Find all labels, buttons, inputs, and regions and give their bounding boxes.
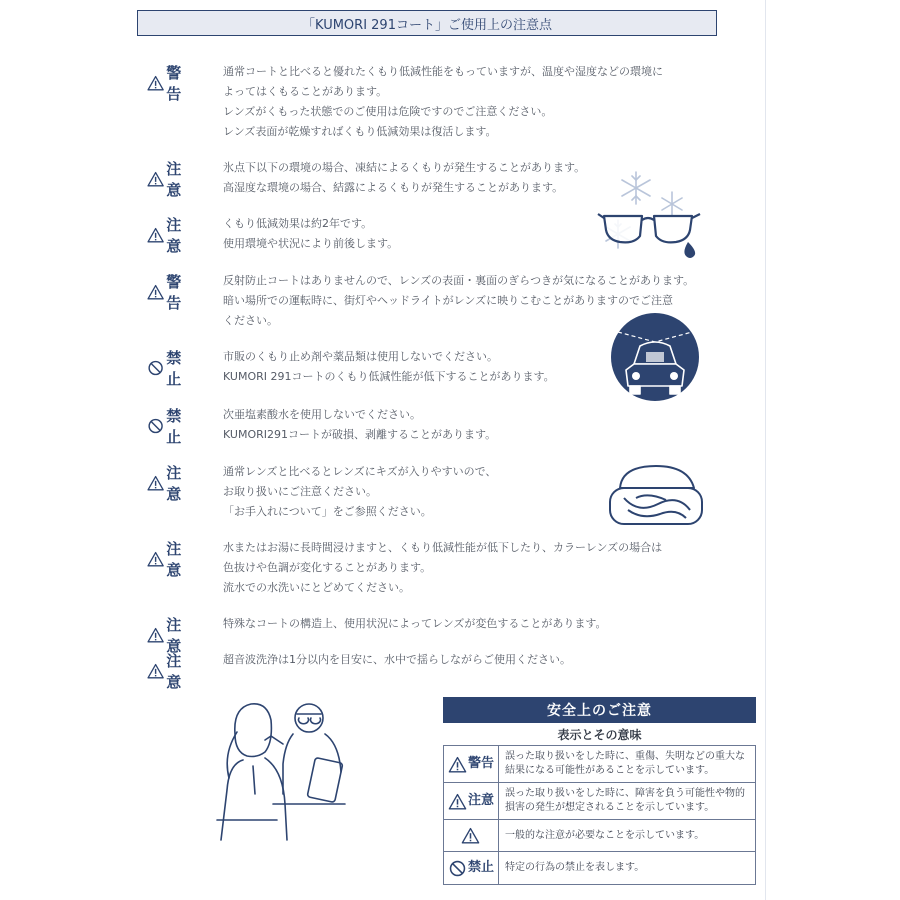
legend-row-warning (444, 746, 756, 783)
notice-line: お取り扱いにご注意ください。 (223, 485, 377, 498)
legend-description: 損害の発生が想定されることを示しています。 (505, 802, 715, 813)
notice-line: 通常コートと比べると優れたくもり低減性能をもっていますが、温度や湿度などの環境に (223, 65, 663, 78)
warning-triangle-icon (147, 281, 164, 303)
notice-line: 「お手入れについて」をご参照ください。 (223, 505, 432, 518)
legend-description: 一般的な注意が必要なことを示しています。 (505, 829, 705, 841)
optician-fitting-illustration (213, 694, 353, 844)
notice-line: くもり低減効果は約2年です。 (223, 217, 373, 230)
notice-line: 使用環境や状況により前後します。 (223, 237, 399, 250)
page-title: 「KUMORI 291コート」ご使用上の注意点 (137, 10, 717, 36)
notice-label: 禁止 (166, 407, 182, 446)
legend-row-caution (444, 783, 756, 820)
safety-legend-table (443, 745, 756, 885)
notice-line: 超音波洗浄は1分以内を目安に、水中で揺らしながらご使用ください。 (223, 653, 571, 666)
notice-badge (147, 158, 189, 200)
warning-triangle-icon (147, 548, 164, 570)
notice-badge (147, 462, 189, 504)
page-divider (765, 0, 766, 900)
notice-line: KUMORI291コートが破損、剥離することがあります。 (223, 428, 497, 441)
legend-description: 結果になる可能性があることを示しています。 (505, 765, 715, 776)
warning-triangle-icon (461, 827, 480, 844)
notice-line: 市販のくもり止め剤や薬品類は使用しないでください。 (223, 350, 498, 363)
fogged-glasses-illustration (596, 168, 708, 260)
warning-triangle-icon (147, 72, 164, 94)
safety-legend-subtitle: 表示とその意味 (557, 727, 642, 742)
notice-badge (147, 347, 189, 389)
notice-label: 警告 (166, 64, 182, 103)
warning-triangle-icon (147, 660, 164, 682)
prohibited-icon (448, 860, 467, 877)
notice-label: 警告 (166, 273, 182, 312)
notice-label: 注意 (166, 616, 182, 655)
warning-triangle-icon (147, 224, 164, 246)
notice-label: 注意 (166, 540, 182, 579)
legend-label: 禁止 (467, 860, 494, 875)
prohibited-icon (147, 415, 164, 437)
notice-line: 色抜けや色調が変化することがあります。 (223, 561, 432, 574)
notice-badge (147, 405, 189, 447)
legend-description: 特定の行為の禁止を表します。 (505, 862, 645, 873)
warning-triangle-icon (147, 624, 164, 646)
legend-row-general (444, 820, 756, 852)
notice-label: 注意 (166, 652, 182, 691)
night-driving-illustration (606, 312, 704, 402)
warning-triangle-icon (147, 168, 164, 190)
legend-description: 誤った取り扱いをした時に、重傷、失明などの重大な (505, 751, 745, 762)
prohibited-icon (147, 357, 164, 379)
notice-label: 注意 (166, 216, 182, 255)
notice-label: 禁止 (166, 349, 182, 388)
notice-line: 特殊なコートの構造上、使用状況によってレンズが変色することがあります。 (223, 617, 607, 630)
legend-label: 注意 (467, 793, 494, 808)
notice-line: レンズがくもった状態でのご使用は危険ですのでご注意ください。 (223, 105, 553, 118)
notice-badge (147, 62, 189, 104)
safety-legend-panel (443, 697, 756, 884)
notice-line: 高湿度な環境の場合、結露によるくもりが発生することがあります。 (223, 181, 564, 194)
notice-line: 通常レンズと比べるとレンズにキズが入りやすいので、 (223, 465, 497, 478)
notice-badge (147, 650, 189, 692)
notice-label: 注意 (166, 160, 182, 199)
legend-label: 警告 (467, 756, 494, 771)
safety-legend-title: 安全上のご注意 (443, 697, 756, 723)
notice-badge (147, 214, 189, 256)
warning-triangle-icon (448, 793, 467, 810)
warning-triangle-icon (147, 472, 164, 494)
notice-line: 暗い場所での運転時に、街灯やヘッドライトがレンズに映りこむことがありますのでご注意 (223, 294, 674, 307)
notice-line: 流水での水洗いにとどめてください。 (223, 581, 410, 594)
notice-line: 次亜塩素酸水を使用しないでください。 (223, 408, 421, 421)
warning-triangle-icon (448, 756, 467, 773)
notice-badge (147, 538, 189, 580)
notice-line: 氷点下以下の環境の場合、凍結によるくもりが発生することがあります。 (223, 161, 586, 174)
notice-line: よってはくもることがあります。 (223, 85, 388, 98)
glasses-case-illustration (608, 460, 704, 530)
notice-line: KUMORI 291コートのくもり低減性能が低下することがあります。 (223, 370, 555, 383)
legend-description: 誤った取り扱いをした時に、障害を負う可能性や物的 (505, 788, 745, 799)
legend-row-prohibited (444, 852, 756, 885)
notice-line: 反射防止コートはありませんので、レンズの表面・裏面のぎらつきが気になることがあります。 (223, 274, 695, 287)
notice-line: ください。 (223, 314, 278, 327)
notice-line: レンズ表面が乾燥すればくもり低減効果は復活します。 (223, 125, 497, 138)
notice-label: 注意 (166, 464, 182, 503)
notice-line: 水またはお湯に長時間浸けますと、くもり低減性能が低下したり、カラーレンズの場合は (223, 541, 663, 554)
notice-badge (147, 271, 189, 313)
